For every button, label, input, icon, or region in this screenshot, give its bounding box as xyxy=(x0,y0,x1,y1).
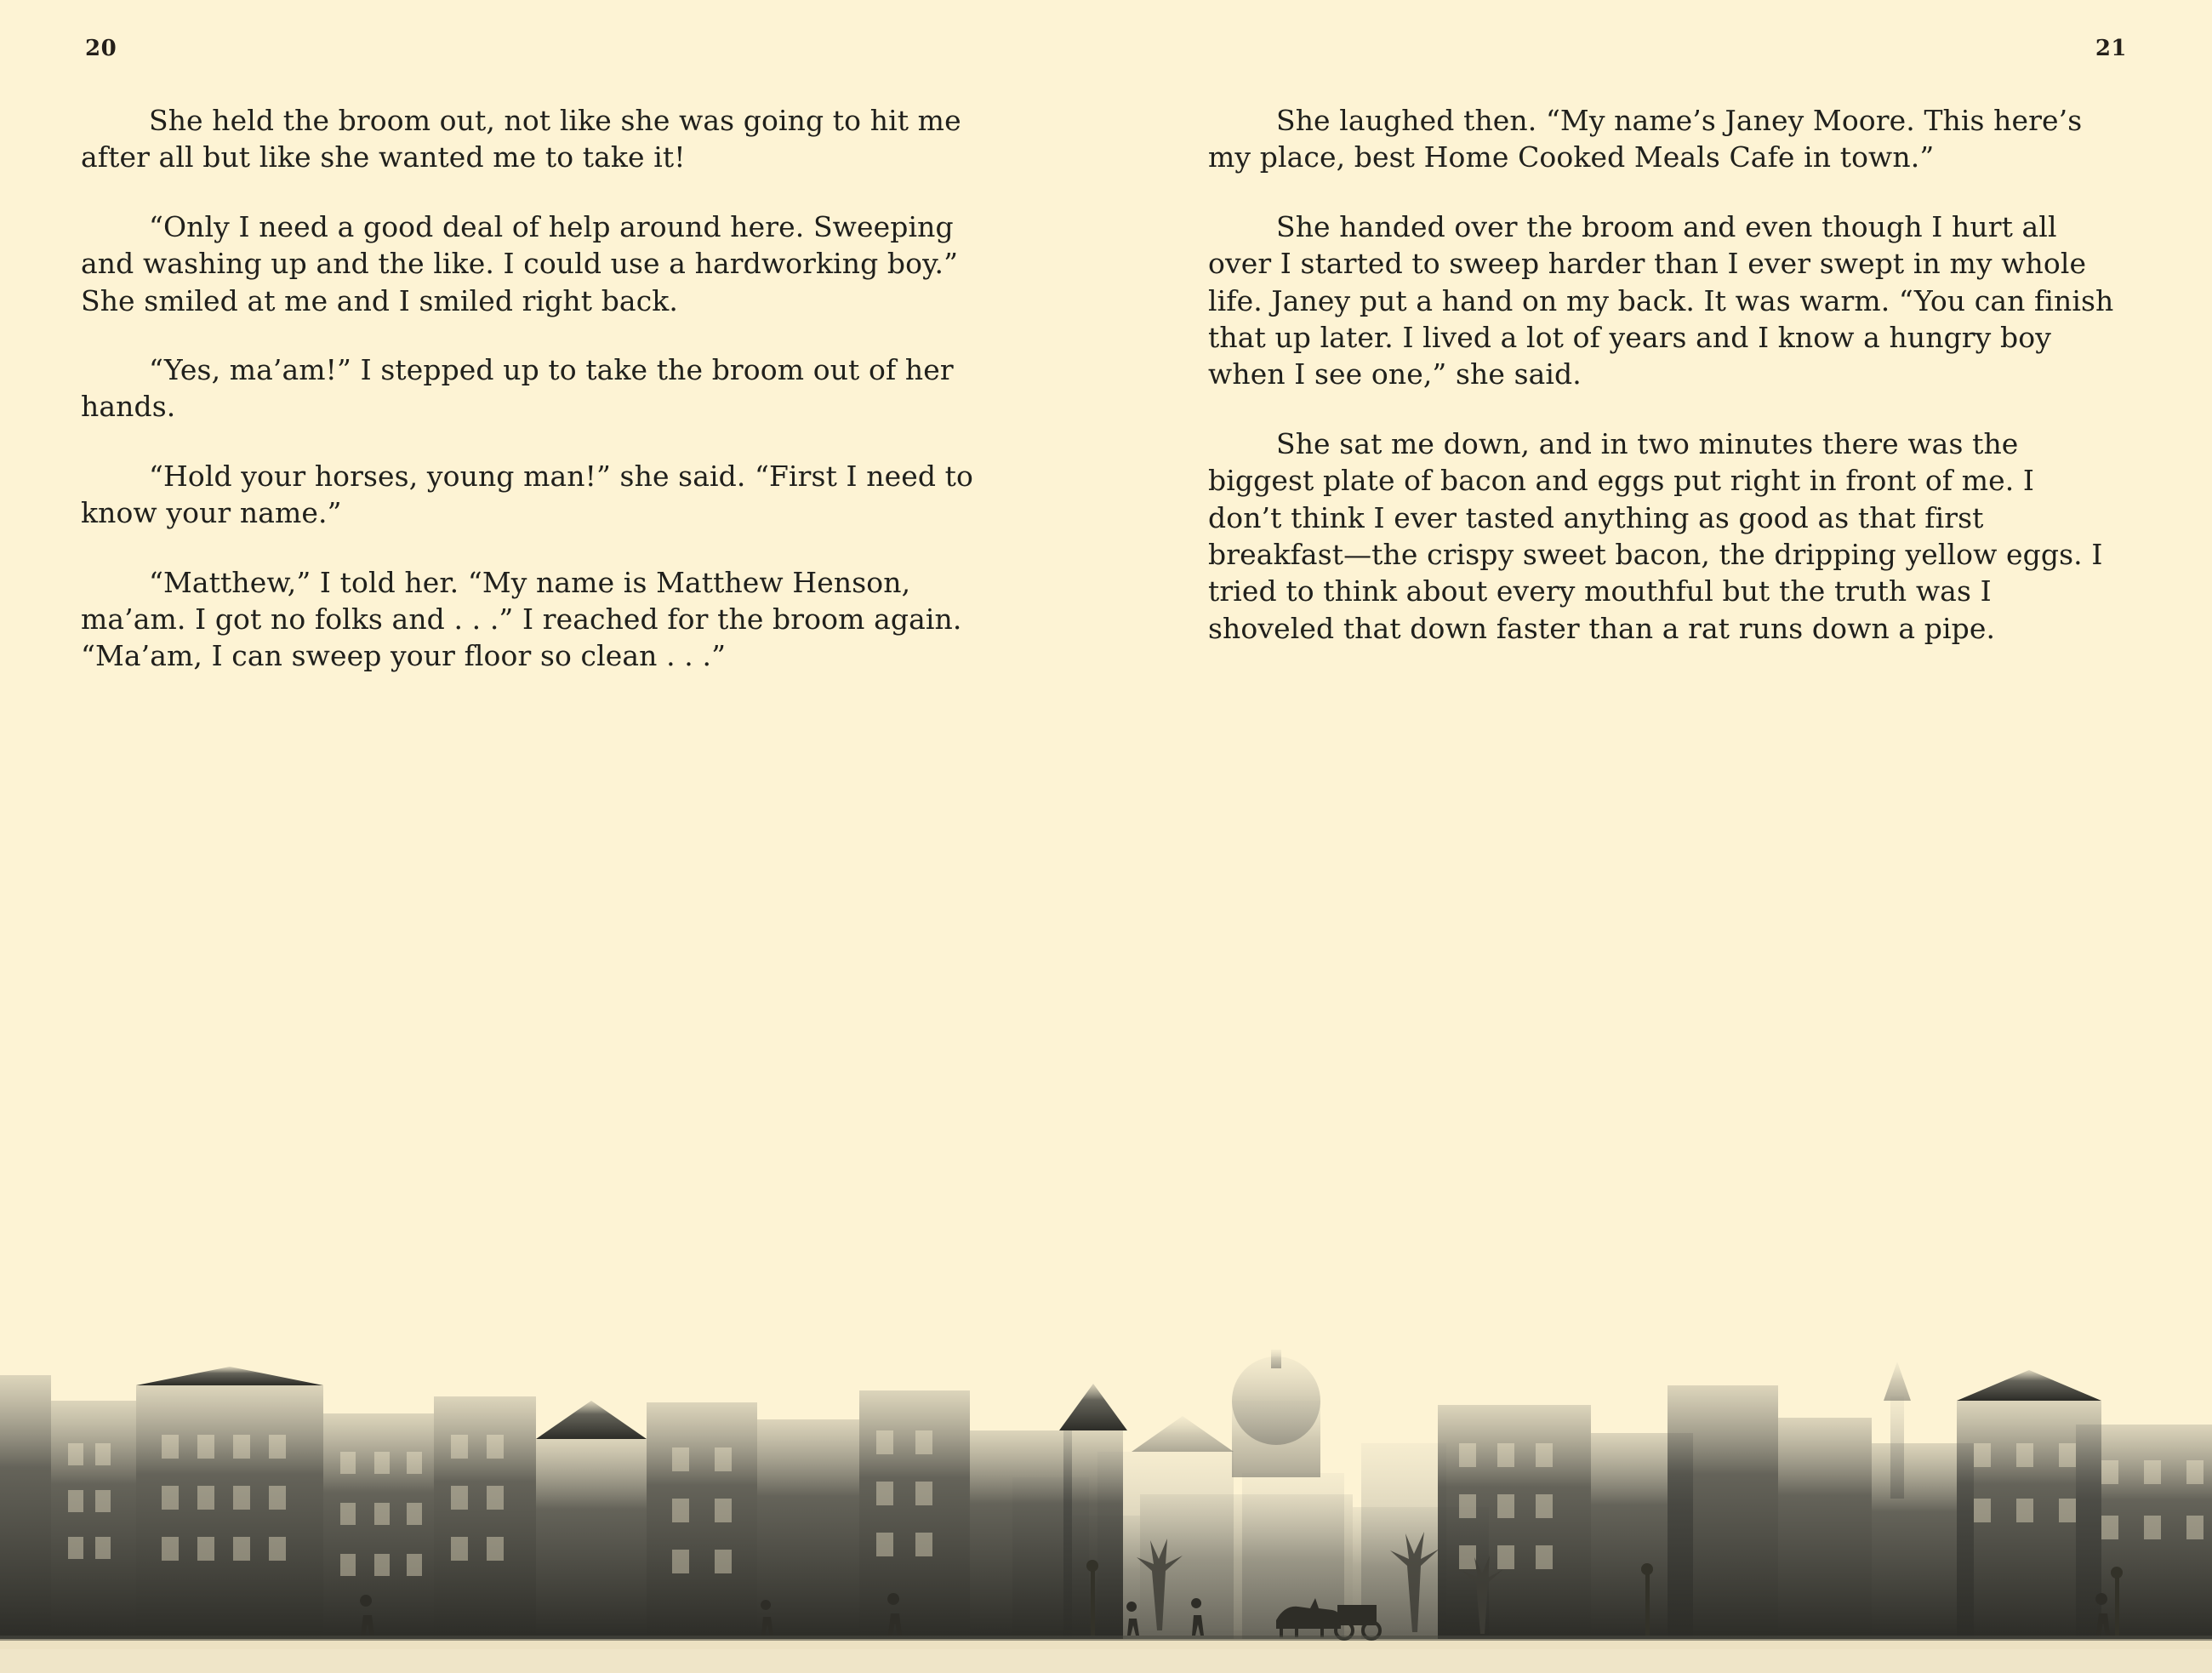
paragraph: She held the broom out, not like she was going to hit me after all but like she wanted me to take it! xyxy=(81,104,961,174)
page-number-right: 21 xyxy=(2095,36,2127,61)
paragraph: She laughed then. “My name’s Janey Moore. This here’s my place, best Home Cooked Meals Cafe in town.” xyxy=(1208,104,2083,174)
paragraph: “Hold your horses, young man!” she said. “First I need to know your name.” xyxy=(81,459,973,530)
city-skyline-illustration xyxy=(0,1350,2212,1673)
paragraph: “Only I need a good deal of help around here. Sweeping and washing up and the like. I could use a hardworking boy.” She smiled at me and I smiled right back. xyxy=(81,209,959,317)
left-page-text xyxy=(81,102,987,675)
paragraph: “Matthew,” I told her. “My name is Matthew Henson, ma’am. I got no folks and . . .” I reached for the broom again. “Ma’am, I can sweep your floor so clean . . .” xyxy=(81,565,962,673)
right-page-text xyxy=(1208,102,2114,675)
paragraph: “Yes, ma’am!” I stepped up to take the broom out of her hands. xyxy=(81,352,954,424)
page-number-left: 20 xyxy=(85,36,117,61)
text-columns xyxy=(81,102,2131,675)
paragraph: She handed over the broom and even though I hurt all over I started to sweep harder than I ever swept in my whole life. Janey put a hand on my back. It was warm. “You can finish that up later. I lived a lot of years and I know a hungry boy when I see one,” she said. xyxy=(1208,209,2114,391)
paragraph: She sat me down, and in two minutes there was the biggest plate of bacon and eggs put right in front of me. I don’t think I ever tasted anything as good as that first breakfast—the crispy sweet bacon, the dripping yellow eggs. I tried to think about every mouthful but the truth was I shoveled that down faster than a rat runs down a pipe. xyxy=(1208,426,2103,645)
